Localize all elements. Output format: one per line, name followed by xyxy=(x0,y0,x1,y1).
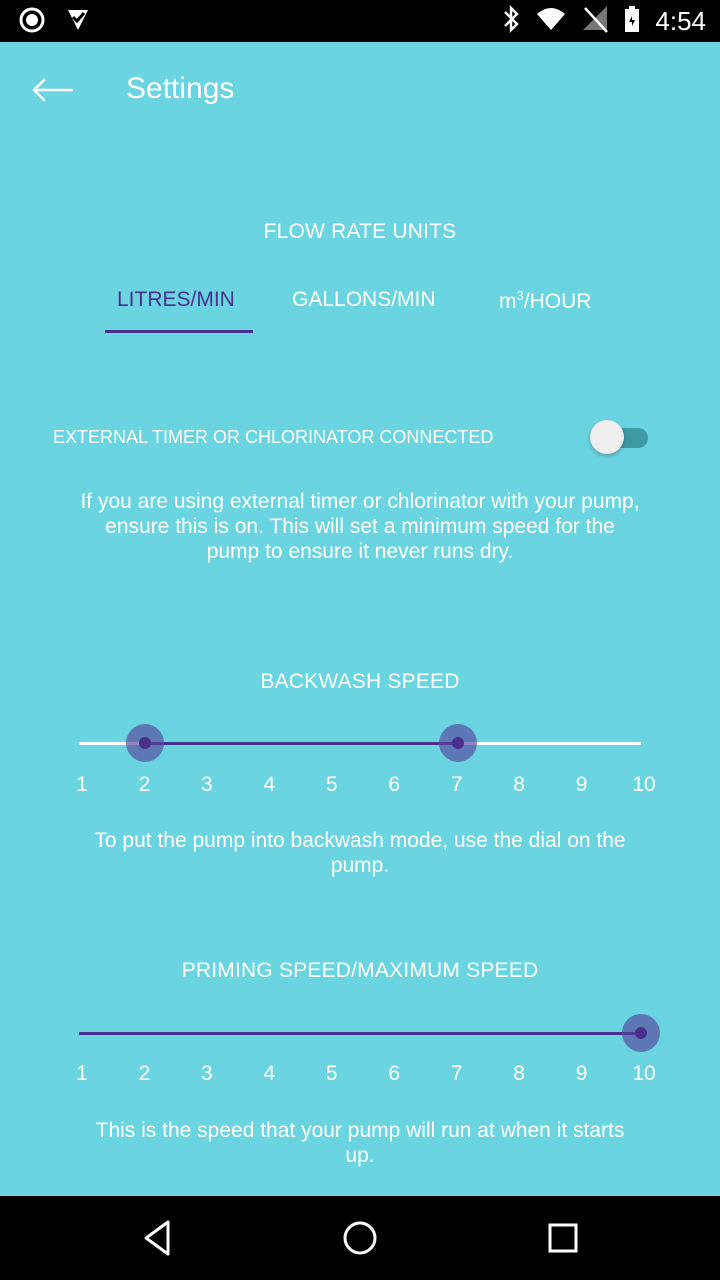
backwash-tick-label: 1 xyxy=(76,773,88,796)
status-bar xyxy=(0,0,720,42)
external-timer-description: If you are using external timer or chlorinator with your pump, ensure this is on. This will set a minimum speed for the pump to ensure it never runs dry. xyxy=(80,490,640,563)
square-recents-icon xyxy=(541,1216,585,1260)
priming-tick-label: 9 xyxy=(575,1062,588,1085)
backwash-min-handle[interactable] xyxy=(126,724,164,762)
backwash-description: To put the pump into backwash mode, use the dial on the pump. xyxy=(94,829,626,877)
status-time: 4:54 xyxy=(655,6,706,36)
priming-handle[interactable] xyxy=(622,1014,660,1052)
tab-m3-hour-rest: /HOUR xyxy=(523,290,592,313)
nav-back-button[interactable] xyxy=(136,1216,180,1260)
backwash-tick-label: 8 xyxy=(513,773,525,796)
priming-ticks xyxy=(0,1062,720,1092)
priming-tick-label: 7 xyxy=(450,1062,463,1085)
priming-description: This is the speed that your pump will run at when it starts up. xyxy=(95,1119,625,1167)
backwash-tick-label: 10 xyxy=(632,773,656,796)
triangle-back-icon xyxy=(136,1216,180,1260)
priming-slider[interactable] xyxy=(79,1013,641,1053)
priming-tick-label: 8 xyxy=(513,1062,525,1085)
back-button[interactable] xyxy=(28,70,78,110)
no-signal-icon xyxy=(581,4,609,39)
wifi-icon xyxy=(535,4,567,39)
bluetooth-icon xyxy=(501,4,521,39)
priming-tick-label: 3 xyxy=(201,1062,213,1085)
priming-tick-label: 2 xyxy=(138,1062,151,1085)
record-icon xyxy=(18,6,46,39)
navigation-bar xyxy=(0,1196,720,1280)
priming-tick-label: 10 xyxy=(632,1062,656,1085)
backwash-tick-label: 7 xyxy=(450,773,463,796)
tab-gallons-min[interactable]: GALLONS/MIN xyxy=(292,288,436,311)
backwash-tick-label: 6 xyxy=(388,773,401,796)
backwash-tick-label: 4 xyxy=(263,773,276,796)
nav-home-button[interactable] xyxy=(338,1216,382,1260)
external-timer-toggle[interactable] xyxy=(590,420,652,456)
toggle-thumb[interactable] xyxy=(590,420,624,454)
backwash-slider[interactable] xyxy=(79,723,641,763)
tab-m3-hour[interactable] xyxy=(499,288,591,314)
priming-tick-label: 5 xyxy=(325,1062,338,1085)
flow-rate-title: FLOW RATE UNITS xyxy=(263,220,457,243)
priming-title: PRIMING SPEED/MAXIMUM SPEED xyxy=(181,959,539,982)
tab-litres-min[interactable]: LITRES/MIN xyxy=(117,288,235,311)
battery-icon xyxy=(623,4,641,39)
tab-m3-hour-sup: 3 xyxy=(516,288,524,303)
priming-tick-label: 6 xyxy=(388,1062,401,1085)
priming-tick-label: 4 xyxy=(263,1062,276,1085)
arrow-left-icon xyxy=(28,70,78,110)
backwash-tick-label: 2 xyxy=(138,773,151,796)
app-bar xyxy=(0,42,720,138)
backwash-tick-label: 3 xyxy=(201,773,213,796)
external-timer-label: EXTERNAL TIMER OR CHLORINATOR CONNECTED xyxy=(53,427,494,447)
backwash-max-handle[interactable] xyxy=(439,724,477,762)
priming-tick-label: 1 xyxy=(76,1062,88,1085)
slider-range-fill xyxy=(145,742,457,745)
page-title: Settings xyxy=(126,72,235,105)
circle-home-icon xyxy=(338,1216,382,1260)
backwash-tick-label: 9 xyxy=(575,773,588,796)
backwash-tick-label: 5 xyxy=(325,773,338,796)
tab-m3-hour-main: m xyxy=(499,290,517,313)
nav-recents-button[interactable] xyxy=(541,1216,585,1260)
app-notification-icon xyxy=(64,6,92,39)
backwash-title: BACKWASH SPEED xyxy=(260,670,460,693)
backwash-ticks xyxy=(0,773,720,803)
tab-indicator xyxy=(105,330,253,333)
slider-fill xyxy=(79,1032,641,1035)
